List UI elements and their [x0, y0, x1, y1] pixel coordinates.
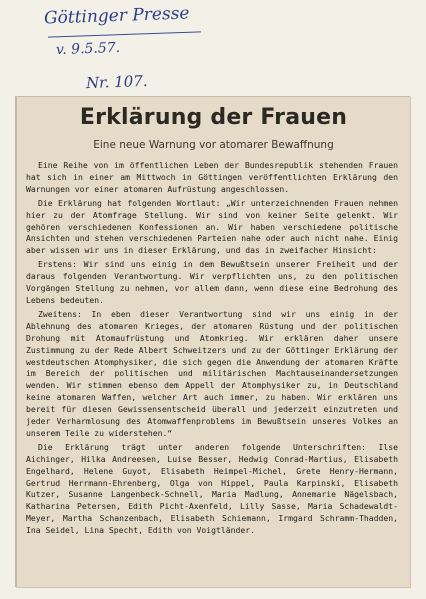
article-paragraph: Zweitens: In eben dieser Verantwortung sind wir uns einig in der Ablehnung des atomaren Krieges, der atomaren Rüstung und der politischen Drohung mit Atomaufrüstung und Atomkrieg. Wir erklären daher unsere Zustimmung zu der Rede Albert Schweitzers und zu der Göttinger Erklärung der westdeutschen Atomphysiker, die sich gegen die Anwendung der atomaren Kräfte im Bereich der politischen und militärischen Machtauseinandersetzungen wenden. Wir stimmen ebenso dem Appell der Atomphysiker zu, in Deutschland keine atomaren Waffen, welcher Art auch immer, zu haben. Wir erklären uns bereit für diesen Gewissensentscheid überall und jederzeit einzutreten und jeder Verharmlosung des Atomwaffenproblems im Bewußtsein unseres Volkes an unserem Teile zu widerstehen.“: [26, 308, 398, 438]
article-subheadline: Eine neue Warnung vor atomarer Bewaffnung: [93, 139, 334, 151]
article-paragraph: Die Erklärung hat folgenden Wortlaut: „Wir unterzeichnenden Frauen nehmen hier zu der Atomfrage Stellung. Wir sind von keiner Seite gelenkt. Wir gehören verschiedenen Konfessionen an. Wir haben verschiedene politische Ansichten und stehen verschiedenen Parteien nahe oder auch nicht nahe. Einig aber wissen wir uns in dieser Erklärung, und das in zweifacher Hinsicht:: [26, 197, 398, 256]
article-headline: Erklärung der Frauen: [79, 105, 348, 130]
newspaper-clipping: [15, 96, 410, 587]
handwritten-number: Nr. 107.: [85, 71, 148, 93]
handwritten-source: Göttinger Presse: [43, 3, 190, 29]
handwritten-underline: [48, 31, 201, 37]
article-paragraph: Erstens: Wir sind uns einig in dem Bewußtsein unserer Freiheit und der daraus folgenden Verantwortung. Wir verpflichten uns, zu den politischen Vorgängen Stellung zu nehmen, vor allem dann, wenn diese eine Bedrohung des Lebens bedeuten.: [26, 259, 398, 305]
article-paragraph: Die Erklärung trägt unter anderen folgende Unterschriften: Ilse Aichinger, Hilka Andreesen, Luise Besser, Hedwig Conrad-Martius, Elisabeth Engelhard, Helene Guyot, Elisabeth Heimpel-Michel, Grete Henry-Hermann, Gertrud Herrmann-Ehrenberg, Olga von Hippel, Paula Karpinski, Elisabeth Kutzer, Susanne Langenbeck-Schnell, Maria Madlung, Annemarie Nägelsbach, Katharina Petersen, Edith Picht-Axenfeld, Lilly Sasse, Maria Schadewaldt-Meyer, Martha Schanzenbach, Elisabeth Schiemann, Irmgard Schramm-Thadden, Ina Seidel, Lina Specht, Edith von Voigtländer.: [26, 441, 398, 536]
handwritten-date: v. 9.5.57.: [55, 39, 121, 59]
article-paragraph: Eine Reihe von im öffentlichen Leben der Bundesrepublik stehenden Frauen hat sich in einer am Mittwoch in Göttingen veröffentlichten Erklärung den Warnungen vor einer atomaren Aufrüstung angeschlossen.: [26, 160, 398, 194]
article-body: [26, 160, 398, 539]
